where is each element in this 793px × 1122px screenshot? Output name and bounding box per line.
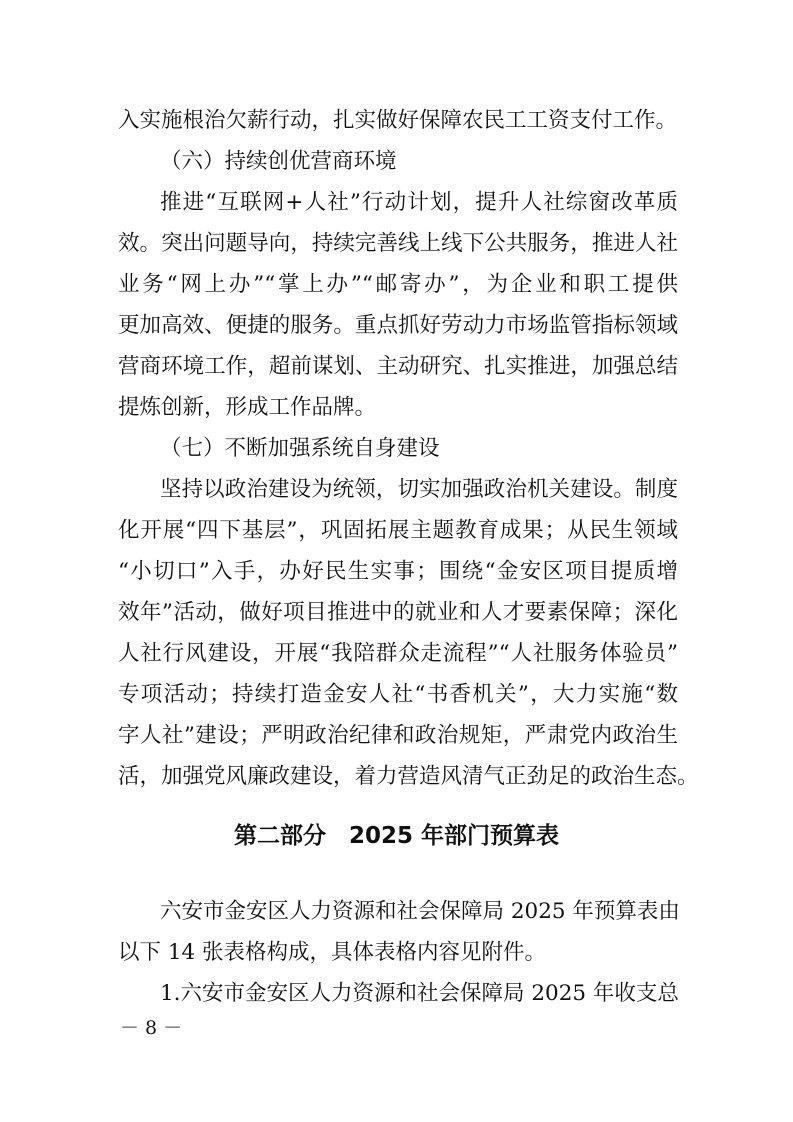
paragraph-line: 坚持以政治建设为统领，切实加强政治机关建设。制度 <box>160 477 678 502</box>
paragraph-line: 效年”活动，做好项目推进中的就业和人才要素保障；深化 <box>118 600 678 625</box>
section-heading-six: （六）持续创优营商环境 <box>160 149 397 174</box>
paragraph-line: 入实施根治欠薪行动，扎实做好保障农民工工资支付工作。 <box>118 108 678 133</box>
paragraph-line: 效。突出问题导向，持续完善线上线下公共服务，推进人社 <box>118 231 678 256</box>
paragraph-line: 专项活动；持续打造金安人社“书香机关”，大力实施“数 <box>118 682 678 707</box>
paragraph-line: 人社行风建设，开展“我陪群众走流程”“人社服务体验员” <box>118 641 678 666</box>
paragraph-line: 营商环境工作，超前谋划、主动研究、扎实推进，加强总结 <box>118 354 678 379</box>
paragraph-line: 1.六安市金安区人力资源和社会保障局 2025 年收支总 <box>160 981 679 1006</box>
page-number: － 8 － <box>120 1017 183 1039</box>
paragraph-line: 活，加强党风廉政建设，着力营造风清气正劲足的政治生态。 <box>118 764 699 789</box>
paragraph-line: 更加高效、便捷的服务。重点抓好劳动力市场监管指标领域 <box>118 313 678 338</box>
paragraph-line: “小切口”入手，办好民生实事；围绕“金安区项目提质增 <box>118 559 678 584</box>
paragraph-line: 提炼创新，形成工作品牌。 <box>118 395 377 420</box>
paragraph-line: 业务“网上办”“掌上办”“邮寄办”，为企业和职工提供 <box>118 272 678 297</box>
paragraph-line: 以下 14 张表格构成，具体表格内容见附件。 <box>118 940 547 965</box>
paragraph-line: 六安市金安区人力资源和社会保障局 2025 年预算表由 <box>160 899 680 924</box>
part-two-title: 第二部分 2025 年部门预算表 <box>233 823 560 849</box>
paragraph-line: 推进“互联网+人社”行动计划，提升人社综窗改革质 <box>160 190 678 215</box>
section-heading-seven: （七）不断加强系统自身建设 <box>160 436 440 461</box>
paragraph-line: 字人社”建设；严明政治纪律和政治规矩，严肃党内政治生 <box>118 723 678 748</box>
paragraph-line: 化开展“四下基层”，巩固拓展主题教育成果；从民生领域 <box>118 518 678 543</box>
